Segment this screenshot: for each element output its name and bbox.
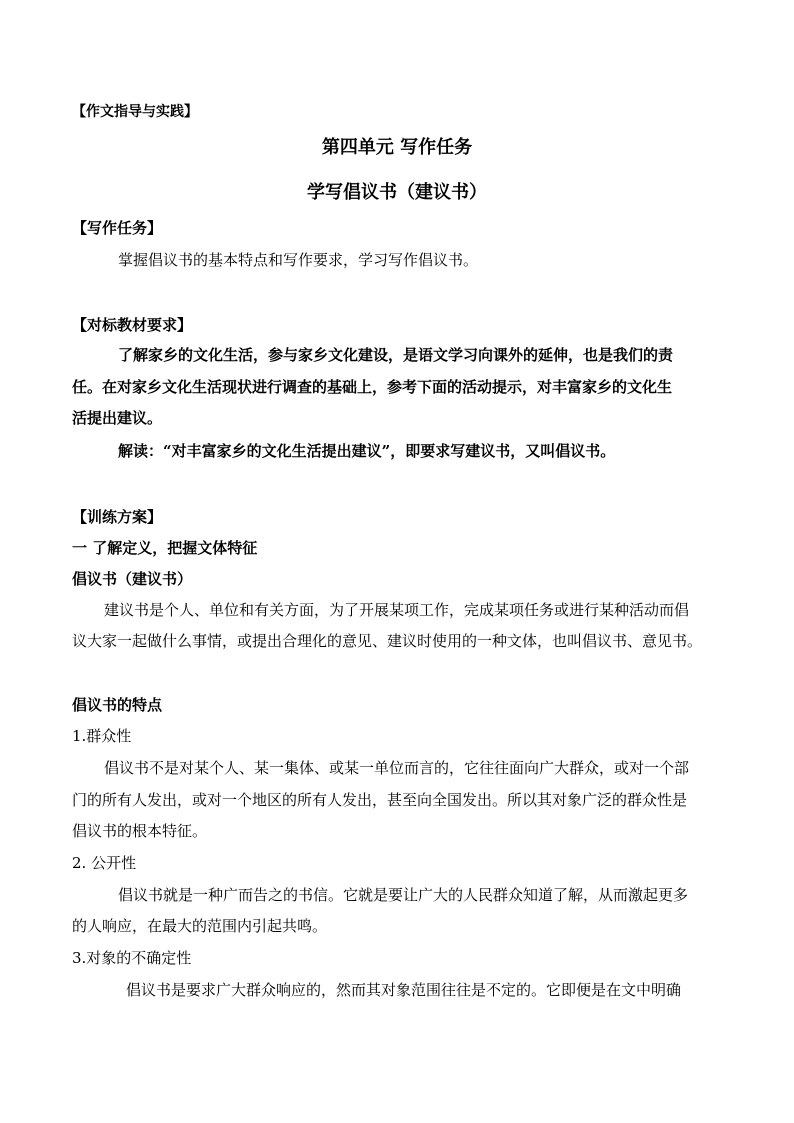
feature-2-line-1: 倡议书就是一种广而告之的书信。它就是要让广大的人民群众知道了解，从而激起更多	[118, 886, 689, 904]
training-heading: 【训练方案】	[72, 508, 163, 526]
lesson-title: 学写倡议书（建议书）	[307, 182, 487, 203]
feature-2-line-2: 的人响应，在最大的范围内引起共鸣。	[72, 917, 328, 935]
interpretation-text: 解读：“对丰富家乡的文化生活提出建议”，即要求写建议书，又叫倡议书。	[118, 442, 616, 460]
feature-1-line-2: 门的所有人发出，或对一个地区的所有人发出，甚至向全国发出。所以其对象广泛的群众性是	[72, 791, 688, 809]
feature-3-title: 3.对象的不确定性	[72, 949, 192, 967]
textbook-heading: 【对标教材要求】	[72, 316, 193, 334]
feature-1-line-1: 倡议书不是对某个人、某一集体、或某一单位而言的，它往往面向广大群众，或对一个部	[104, 759, 690, 777]
feature-3-line-1: 倡议书是要求广大群众响应的，然而其对象范围往往是不定的。它即便是在文中明确	[126, 981, 682, 999]
features-heading: 倡议书的特点	[72, 696, 163, 714]
textbook-line-3: 活提出建议。	[72, 409, 163, 427]
feature-2-title: 2. 公开性	[72, 854, 137, 872]
feature-1-title: 1.群众性	[72, 727, 132, 745]
definition-line-1: 建议书是个人、单位和有关方面，为了开展某项工作，完成某项任务或进行某种活动而倡	[104, 601, 690, 619]
definition-line-2: 议大家一起做什么事情，或提出合理化的意见、建议时使用的一种文体，也叫倡议书、意见书。	[72, 632, 703, 650]
feature-1-line-3: 倡议书的根本特征。	[72, 822, 208, 840]
part1-heading: 一 了解定义，把握文体特征	[72, 539, 258, 557]
textbook-line-2: 任。在对家乡文化生活现状进行调查的基础上，参考下面的活动提示，对丰富家乡的文化生	[72, 378, 673, 396]
definition-heading: 倡议书（建议书）	[72, 570, 193, 588]
textbook-line-1: 了解家乡的文化生活，参与家乡文化建设，是语文学习向课外的延伸，也是我们的责	[118, 346, 674, 364]
unit-title: 第四单元 写作任务	[321, 137, 473, 158]
task-heading: 【写作任务】	[72, 219, 163, 237]
header-tag: 【作文指导与实践】	[72, 104, 198, 120]
task-text: 掌握倡议书的基本特点和写作要求，学习写作倡议书。	[118, 251, 479, 269]
